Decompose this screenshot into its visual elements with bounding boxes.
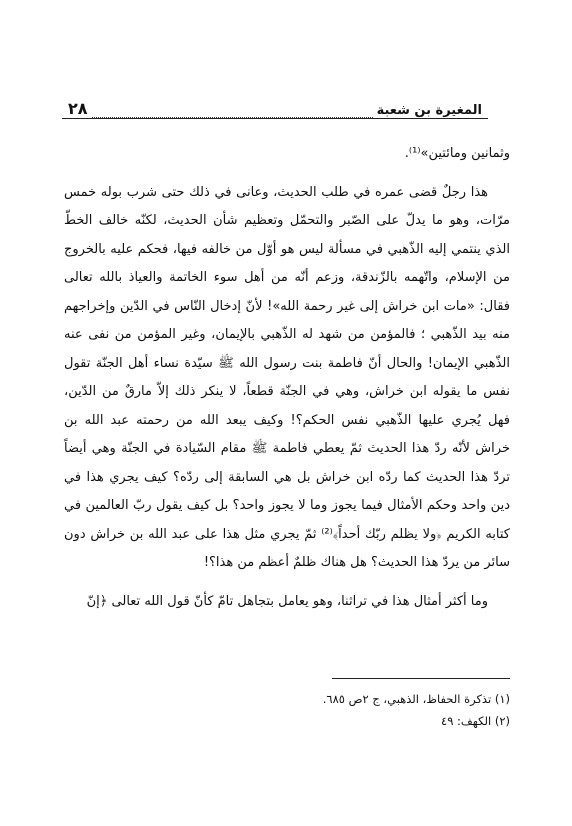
paragraph-main: هذا رجلٌ قضى عمره في طلب الحديث، وعانى في ذلك حتى شرب بوله خمس مرّات، وهو ما يدلّ على الصّبر والتحمّل وتعظيم شأن الحديث، لكنّه خالف الخطّ الذي ينتمي إليه الذّهبي في مسألة ليس هو أوّل من خالفه فيها، فحكم عليه بالخروج من الإسلام، واتّهمه بالزّندقة، وزعم أنّه من أهل سوء الخاتمة والعياذ بالله تعالى فقال: «مات ابن خراش إلى غير رحمة الله»! لأنّ إدخال النّاس في الدّين وإخراجهم منه بيد الذّهبي ؛ فالمؤمن من شهد له الذّهبي بالإيمان، وغير المؤمن من نفى عنه الذّهبي الإيمان! والحال أنّ فاطمة بنت رسول الله ﷺ سيّدة نساء أهل الجنّة تقول نفس ما يقوله ابن خراش، وهي في الجنّة قطعاً، لا ينكر ذلك إلاّ مارقٌ من الدّين، فهل يُجري عليها الذّهبي نفس الحكم؟! وكيف يبعد الله من رحمته عبد الله بن خراش لأنّه ردّ هذا الحديث ثمّ يعطي فاطمة ﷺ مقام السّيادة في الجنّة وهي أيضاً تردّ هذا الحديث كما ردّه ابن خراش بل هي السابقة إلى ردّه؟ كيف يجري هذا في دين واحد وحكم الأمثال فيما يجوز وما لا يجوز واحد؟ بل كيف يقول ربّ العالمين في كتابه الكريم ﴿ولا يظلم ربّك أحداً﴾⁽²⁾ ثمّ يجري مثل هذا على عبد الله بن خراش دون سائر من يردّ هذا الحديث؟ هل هناك ظلمٌ أعظم من هذا؟! bbox=[64, 184, 510, 570]
header-dotted-leader bbox=[92, 111, 373, 118]
page-number: ٢٨ bbox=[68, 99, 88, 118]
paragraph-continuation: وثمانين ومائتين»⁽¹⁾. bbox=[404, 146, 510, 161]
paragraph-closing: وما أكثر أمثال هذا في تراثنا، وهو يعامل بتجاهل تامّ كأنّ قول الله تعالى ﴿إنّ bbox=[86, 593, 488, 609]
footnote-1: (١) تذكرة الحفاظ، الذهبي، ج ٢ص ٦٨٥. bbox=[322, 692, 510, 706]
page-header bbox=[62, 96, 488, 119]
body-text bbox=[64, 140, 510, 626]
footnote-2: (٢) الكهف: ٤٩ bbox=[441, 714, 510, 728]
footnotes bbox=[64, 688, 510, 732]
running-title: المغيرة بن شعبة bbox=[376, 103, 482, 118]
footnote-separator bbox=[332, 678, 510, 679]
